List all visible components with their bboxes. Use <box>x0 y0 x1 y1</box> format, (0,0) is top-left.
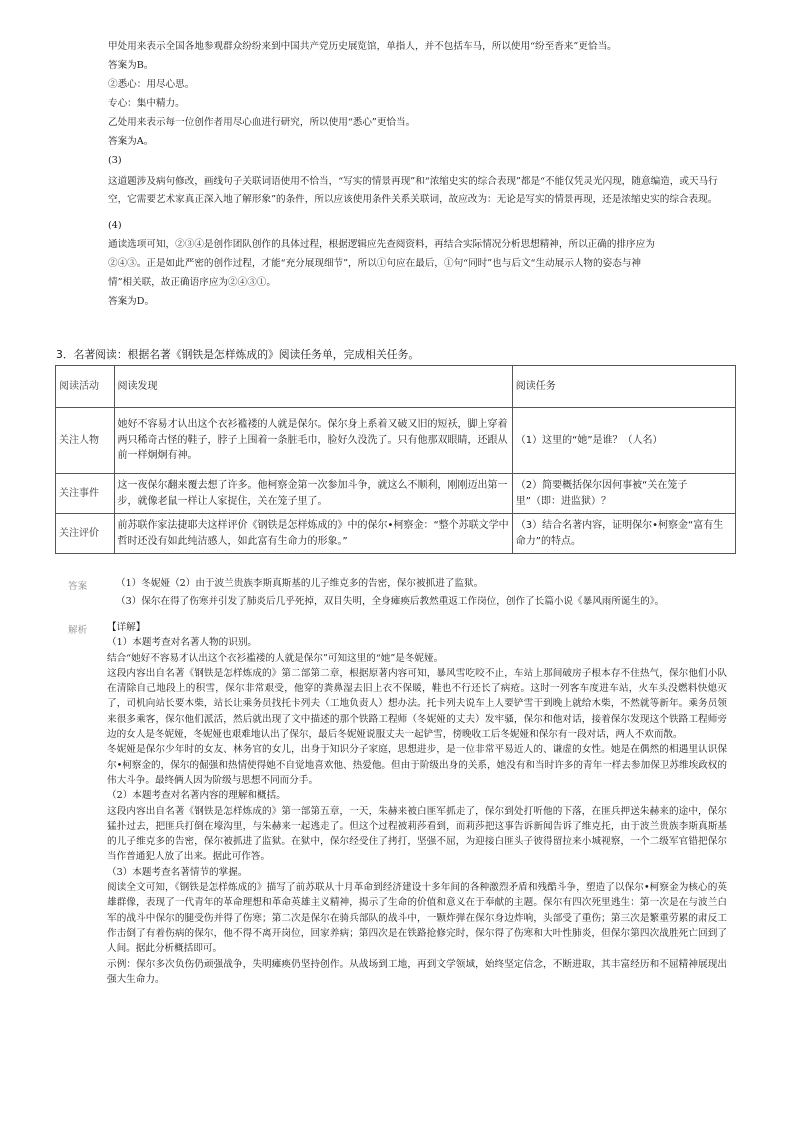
analysis-paragraph: 结合“她好不容易才认出这个衣衫褴褛的人就是保尔”可知这里的“她”是冬妮娅。 <box>107 652 444 664</box>
analysis-paragraph: 这段内容出自名著《钢铁是怎样炼成的》第一部第五章，一天，朱赫来被白匪军抓走了，保尔到处打听他的下落，在匪兵押送朱赫来的途中，保尔猛扑过去，把匪兵打倒在壕沟里，与朱赫来一起逃走了。但这个过程被莉莎看到，而莉莎把这事告诉新闻告诉了维克托，由于波兰贵族李斯真斯基的儿子维克多的告密，保尔被抓进了监狱。在狱中，保尔经受住了拷打，坚强不屈，为迎接白匪头子彼得留拉来小城视察，一个二级军官错把保尔当作普通犯人放了出来。据此可作答。 <box>107 805 727 863</box>
text-line: 这道题涉及病句修改，画线句子关联词语使用不恰当，“写实的情景再现”和“浓缩史实的综合表现”都是“不能仅凭灵光闪现，随意编造，或天马行空，它需要艺术家真正深入地了解形象”的条件，所以应该使用条件关系关联词，故应改为：无论是写实的情景再现，还是浓缩史实的综合表现。 <box>108 176 718 205</box>
row-finding: 这一夜保尔翻来覆去想了许多。他柯察金第一次参加斗争，就这么不顺利，刚刚迈出第一步，就像老鼠一样让人家捉住，关在笼子里了。 <box>114 474 512 514</box>
table-row <box>56 474 736 514</box>
text-line: ②悉心：用尽心思。 <box>108 79 195 90</box>
answer-line: （3）保尔在得了伤寒并引发了肺炎后几乎死掉，双目失明，全身瘫痪后教然重返工作岗位，创作了长篇小说《暴风雨所诞生的》。 <box>116 596 665 607</box>
row-task: （2）简要概括保尔因何事被“关在笼子里”（即：进监狱）？ <box>512 474 735 514</box>
table-row <box>56 408 736 474</box>
analysis-paragraph: （3）本题考查名著情节的掌握。 <box>107 866 248 878</box>
analysis-paragraph: 这段内容出自名著《钢铁是怎样炼成的》第二部第二章，根据原著内容可知，暴风雪吃咬不止，车站上那间破房子根本存不住热气，保尔他们小队在清除自己地段上的积雪，保尔非常艰受，他穿的粪鼻湿去旧上衣不保暖，鞋也不行还长了病疮。这时一列客车度进车站，火车头没燃料快熄灭了，司机向站长要木柴，站长让乘务员找托卡列夫（工地负责人）想办法。托卡列夫说车上人要铲雪干到晚上就给木柴，不然就等新年。乘务员领来很多乘客，保尔他们派活，然后就出现了文中描述的那个铁路工程师（冬妮娅的丈夫）发牢骚，保尔和他对话，接着保尔发现这个铁路工程师旁边的女人是冬妮娅，冬妮娅也艰难地认出了保尔，最后冬妮娅说服丈夫一起铲雪，傍晚收工后冬妮娅和保尔有一段对话，两人不欢而散。 <box>107 667 727 741</box>
row-finding: 她好不容易才认出这个衣衫褴褛的人就是保尔。保尔身上系着又破又旧的短袄，脚上穿着两只稀奇古怪的鞋子，脖子上围着一条脏毛巾，脸好久没洗了。只有他那双眼睛，还跟从前一样炯炯有神。 <box>114 408 512 474</box>
analysis-label: 解析 <box>68 625 88 636</box>
text-line: 答案为B。 <box>108 60 154 71</box>
analysis-paragraph: 示例：保尔多次负伤仍顽强战争，失明瘫痪仍坚持创作。从战场到工地，再到文学领域，始终坚定信念，不断进取，其丰富经历和不屈精神展现出强大生命力。 <box>107 958 727 985</box>
row-activity: 关注评价 <box>56 514 115 554</box>
row-finding: 前苏联作家法捷耶夫这样评价《钢铁是怎样炼成的》中的保尔•柯察金：“整个苏联文学中哲时还没有如此纯洁感人，如此富有生命力的形象。” <box>114 514 512 554</box>
text-line: (4) <box>108 220 122 231</box>
analysis-paragraph: （1）本题考查对名著人物的识别。 <box>107 637 258 649</box>
text-line: (3) <box>108 155 122 166</box>
text-line: 专心：集中精力。 <box>108 98 185 109</box>
header-task: 阅读任务 <box>512 366 735 408</box>
table-row <box>56 514 736 554</box>
text-line: 情”相关联，故正确语序应为②④③①。 <box>108 277 276 288</box>
answer-line: （1）冬妮娅（2）由于波兰贵族李斯真斯基的儿子维克多的告密，保尔被抓进了监狱。 <box>116 578 484 589</box>
text-line: 答案为A。 <box>108 136 154 147</box>
row-task: （3）结合名著内容，证明保尔•柯察金“富有生命力”的特点。 <box>512 514 735 554</box>
header-finding: 阅读发现 <box>114 366 512 408</box>
text-line: 通读选项可知，②③④是创作团队创作的具体过程，根据逻辑应先查阅资料，再结合实际情况分析思想精神，所以正确的排序应为 <box>108 239 655 250</box>
text-line: 甲处用来表示全国各地参观群众纷纷来到中国共产党历史展览馆，单指人，并不包括车马，所以使用“纷至沓来”更恰当。 <box>108 41 617 52</box>
analysis-paragraph: 阅读全文可知，《钢铁是怎样炼成的》描写了前苏联从十月革命到经济建设十多年间的各种激烈矛盾和残酷斗争，塑造了以保尔•柯察金为核心的英雄群像，表现了一代青年的革命理想和革命英雄主义精神，揭示了生命的价值和意义在于奉献的主题。保尔有四次死里逃生：第一次是在与波兰白军的战斗中保尔的腿受伤并得了伤寒；第二次是保尔在骑兵部队的战斗中，一颗炸弹在保尔身边炸响，头部受了重伤；第三次是繁重劳累的肃反工作击倒了有着伤病的保尔，他不得不离开岗位，回家养病；第四次是在铁路抢修完时，保尔得了伤寒和大叶性肺炎，但保尔第四次战胜死亡回到了人间。据此分析概括即可。 <box>107 882 727 955</box>
table-header-row <box>56 366 736 408</box>
analysis-paragraph: （2）本题考查对名著内容的理解和概括。 <box>107 790 286 802</box>
text-line: ②④③。正是如此严密的创作过程，才能“充分展现细节”，所以①句应在最后，①句“同时”也与后文“生动展示人物的姿态与神 <box>108 258 641 269</box>
analysis-body <box>107 620 727 987</box>
text-line: 乙处用来表示每一位创作者用尽心血进行研究，所以使用“悉心”更恰当。 <box>108 117 416 128</box>
analysis-paragraph: 冬妮娅是保尔少年时的女友、林务官的女儿，出身于知识分子家庭，思想进步，是一位非常平易近人的、谦虚的女性。她是在偶然的相遇里认识保尔•柯察金的，保尔的倔强和热情使得她不自觉地喜欢他、热爱他。但由于阶级出身的关系，她没有和当时许多的青年一样去参加保卫苏维埃政权的伟大斗争。最终俩人因为阶级与思想不同而分手。 <box>107 744 727 786</box>
row-activity: 关注事件 <box>56 474 115 514</box>
question-title: 3．名著阅读：根据名著《钢铁是怎样炼成的》阅读任务单，完成相关任务。 <box>56 348 420 361</box>
row-task: （1）这里的“她”是谁？（人名） <box>512 408 735 474</box>
reading-task-table <box>55 365 736 554</box>
header-activity: 阅读活动 <box>56 366 115 408</box>
answer-label: 答案 <box>68 581 88 592</box>
analysis-paragraph: 【详解】 <box>107 622 146 633</box>
text-line: 答案为D。 <box>108 296 155 307</box>
row-activity: 关注人物 <box>56 408 115 474</box>
